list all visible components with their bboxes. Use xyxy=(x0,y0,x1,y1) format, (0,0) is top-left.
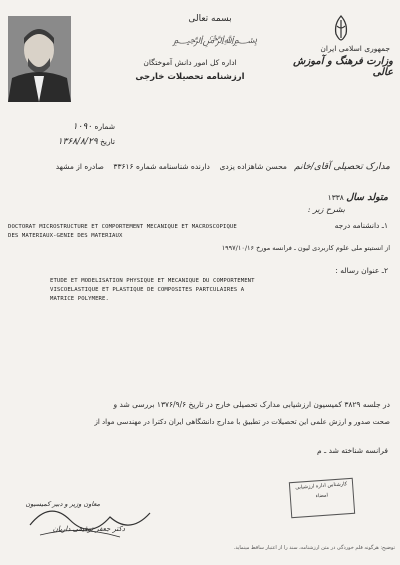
date-row xyxy=(30,137,115,147)
degree-institute: از انستیتو ملی علوم کاربردی لیون ـ فرانسه مورخ ۱۹۹۷/۱۰/۱۶ xyxy=(221,244,390,252)
footer-note: توضیح: هرگونه قلم خوردگی در متن ارزشنامه، سند را از اعتبار ساقط مینماید. xyxy=(233,545,395,551)
thesis-line-1: ETUDE ET MODELISATION PHYSIQUE ET MECANIQUE DU COMPORTEMENT xyxy=(50,278,255,284)
degree-item-label: ۱ـ دانشنامه درجه xyxy=(334,221,388,230)
decision-line-3: فرانسه شناخته شد ـ م xyxy=(317,446,388,455)
id-label: دارنده شناسنامه شماره xyxy=(135,162,210,171)
id-number: ۳۳۶۱۶ xyxy=(113,162,134,171)
birth-row xyxy=(200,192,388,203)
holder-section-label: مدارک تحصیلی آقای/خانم xyxy=(294,162,390,172)
holder-name: محسن شاهزاده یزدی xyxy=(219,162,287,171)
signatory-title: معاون وزیر و دبیر کمیسیون xyxy=(25,500,100,508)
decision-line-1: در جلسه ۳۸۲۹ کمیسیون ارزشیابی مدارک تحصیلی خارج در تاریخ ۱۳۷۶/۹/۶ بررسی شد و xyxy=(113,400,390,409)
degree-title-line-1: DOCTORAT MICROSTRUCTURE ET COMPORTEMENT MECANIQUE ET MACROSCOPIQUE xyxy=(8,224,237,230)
emblem-icon xyxy=(330,14,352,42)
thesis-line-3: MATRICE POLYMERE. xyxy=(50,296,109,302)
stamp-line-2: امضاء xyxy=(315,492,329,500)
number-label: شماره xyxy=(94,122,115,131)
calligraphy-band: ﷽ xyxy=(172,33,258,46)
ministry-line-2: وزارت فرهنگ و آموزش عالی xyxy=(293,56,393,78)
issued-place: صادره از مشهد xyxy=(55,162,104,171)
thesis-label: ۲ـ عنوان رساله : xyxy=(335,266,388,275)
number-value: ۱۰۹۰ xyxy=(72,122,93,132)
number-row xyxy=(30,122,115,132)
decision-line-2: صحت صدور و ارزش علمی این تحصیلات در تطبیق با مدارج دانشگاهی ایران دکترا در مهندسی مواد از xyxy=(94,418,390,426)
date-label: تاریخ xyxy=(100,137,115,146)
holder-row xyxy=(20,162,390,172)
birth-year: ۱۳۳۸ xyxy=(327,193,344,202)
document-title: ارزشنامه تحصیلات خارجی xyxy=(135,72,245,82)
ministry-line-1: جمهوری اسلامی ایران xyxy=(320,44,390,53)
holder-photo xyxy=(8,16,71,102)
department-line: اداره کل امور دانش آموختگان xyxy=(143,58,237,67)
birth-label: متولد سال xyxy=(346,192,388,203)
evaluator-stamp xyxy=(289,478,355,518)
degree-title-line-2: DES MATERIAUX-GENIE DES MATERIAUX xyxy=(8,233,123,239)
portrait-image xyxy=(8,16,71,102)
bismillah: بسمه تعالی xyxy=(188,14,232,24)
thesis-line-2: VISCOELASTIQUE ET PLASTIQUE DE COMPOSITES PARTCULAIRES A xyxy=(50,287,245,293)
date-value: ۱۳۶۸/۸/۲۹ xyxy=(57,137,98,147)
detail-label: بشرح زیر : xyxy=(307,205,345,214)
signatory-name: دکتر جعفر توفیقی داریان xyxy=(52,525,125,533)
stamp-line-1: کارشناس اداره ارزشیابی xyxy=(295,481,348,491)
